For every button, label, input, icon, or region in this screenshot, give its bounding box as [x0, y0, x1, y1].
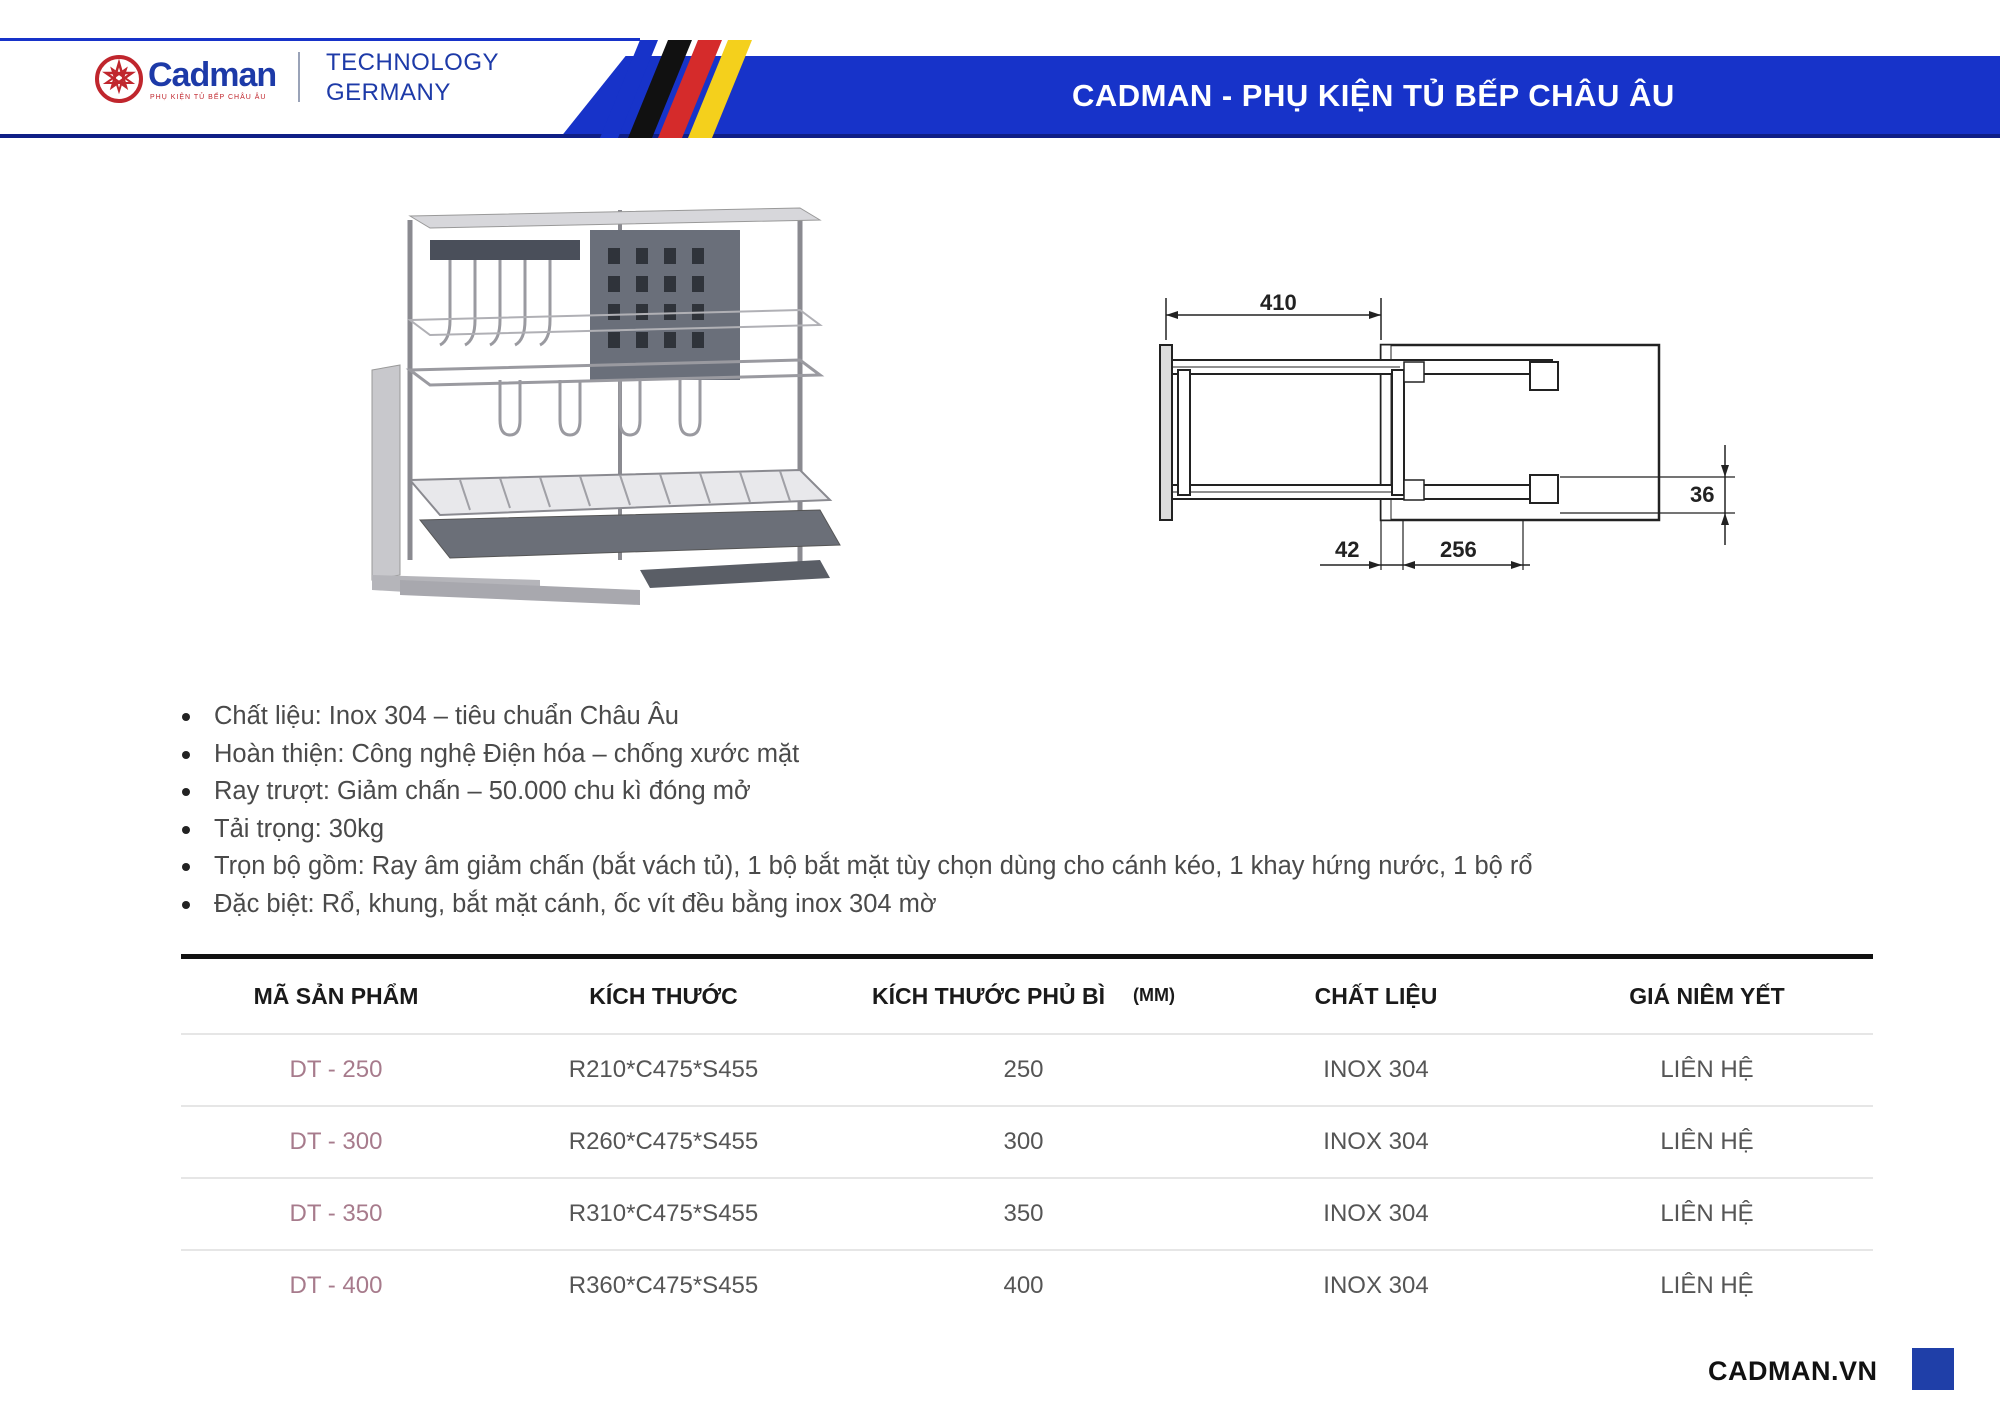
tech-line-1: TECHNOLOGY	[326, 49, 500, 76]
logo-separator	[298, 52, 300, 102]
feature-item: Hoàn thiện: Công nghệ Điện hóa – chống xước mặt	[180, 736, 1533, 774]
header-unit: (MM)	[1132, 984, 1175, 1005]
feature-item: Ray trượt: Giảm chấn – 50.000 chu kì đóng mở	[180, 773, 1533, 811]
dimension-diagram	[1150, 280, 1750, 580]
cell-price: LIÊN HỆ	[1660, 1200, 1754, 1227]
dim-depth-label: 256	[1440, 537, 1477, 562]
cell-size: R210*C475*S455	[568, 1056, 759, 1083]
cell-product-code: DT - 400	[289, 1272, 383, 1299]
cell-cover-size: 250	[1003, 1056, 1044, 1083]
header-band-shadow	[0, 134, 2000, 138]
cell-material: INOX 304	[1323, 1272, 1429, 1299]
dim-height-label: 36	[1690, 482, 1715, 507]
cell-price: LIÊN HỆ	[1660, 1128, 1754, 1155]
table-row	[181, 1179, 1873, 1251]
feature-item: Đặc biệt: Rổ, khung, bắt mặt cánh, ốc vít đều bằng inox 304 mờ	[180, 886, 1533, 924]
feature-item: Chất liệu: Inox 304 – tiêu chuẩn Châu Âu	[180, 698, 1533, 736]
cell-cover-size: 350	[1003, 1200, 1044, 1227]
header-price: GIÁ NIÊM YẾT	[1629, 982, 1785, 1009]
header-material: CHẤT LIỆU	[1314, 982, 1438, 1009]
cell-material: INOX 304	[1323, 1056, 1429, 1083]
header-cover-size-label: KÍCH THƯỚC PHỦ BÌ	[872, 982, 1105, 1009]
table-row	[181, 1107, 1873, 1179]
table-row	[181, 1251, 1873, 1321]
cell-product-code: DT - 350	[289, 1200, 383, 1227]
cell-size: R310*C475*S455	[568, 1200, 759, 1227]
product-table	[181, 954, 1873, 1321]
header-top-line	[0, 38, 640, 41]
cell-product-code: DT - 300	[289, 1128, 383, 1155]
dim-offset-label: 42	[1335, 537, 1360, 562]
cell-price: LIÊN HỆ	[1660, 1272, 1754, 1299]
table-header-row	[181, 959, 1873, 1035]
logo-wordmark: Cadman	[148, 56, 277, 94]
header-cover-size	[836, 983, 1211, 1010]
product-rack-image	[360, 180, 860, 650]
feature-item: Tải trọng: 30kg	[180, 811, 1533, 849]
website-link[interactable]: CADMAN.VN	[1708, 1356, 1878, 1386]
page-title: CADMAN - PHỤ KIỆN TỦ BẾP CHÂU ÂU	[1072, 78, 1675, 113]
cell-cover-size: 300	[1003, 1128, 1044, 1155]
cell-size: R360*C475*S455	[568, 1272, 759, 1299]
tricolor-stripes-graphic	[600, 38, 790, 138]
cell-cover-size: 400	[1003, 1272, 1044, 1299]
star-emblem-icon	[94, 54, 144, 104]
cell-size: R260*C475*S455	[568, 1128, 759, 1155]
cell-price: LIÊN HỆ	[1660, 1056, 1754, 1083]
feature-item: Trọn bộ gồm: Ray âm giảm chấn (bắt vách tủ), 1 bộ bắt mặt tùy chọn dùng cho cánh kéo, 1 khay hứng nước, 1 bộ rổ	[180, 848, 1533, 886]
header-size: KÍCH THƯỚC	[589, 982, 738, 1009]
logo-tagline: PHỤ KIỆN TỦ BẾP CHÂU ÂU	[150, 94, 267, 101]
feature-list	[180, 698, 1533, 923]
footer-brand-square	[1912, 1348, 1954, 1390]
cell-material: INOX 304	[1323, 1128, 1429, 1155]
tech-line-2: GERMANY	[326, 79, 451, 106]
dim-width-label: 410	[1260, 290, 1297, 315]
technology-germany-label	[326, 48, 499, 108]
header-product-code: MÃ SẢN PHẨM	[253, 982, 419, 1009]
cell-product-code: DT - 250	[289, 1056, 383, 1083]
cell-material: INOX 304	[1323, 1200, 1429, 1227]
page-header	[0, 0, 2000, 140]
table-row	[181, 1035, 1873, 1107]
cadman-logo[interactable]	[94, 52, 294, 112]
